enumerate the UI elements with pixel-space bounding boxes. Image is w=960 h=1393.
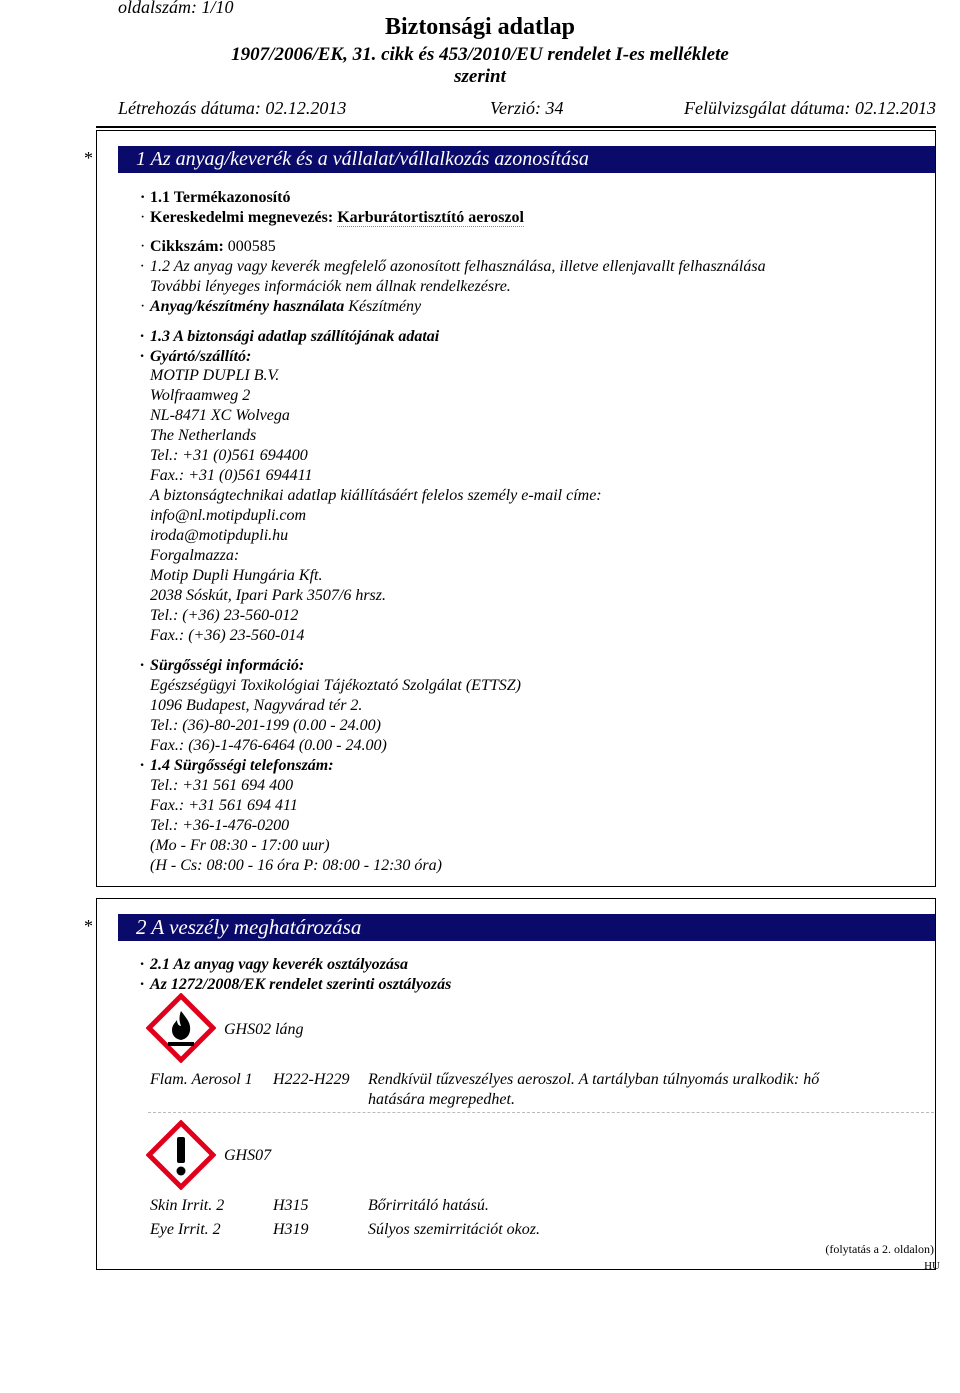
changed-marker-1: * xyxy=(84,148,93,168)
hazard-row-class: Skin Irrit. 2 xyxy=(150,1197,225,1214)
supplier-line: iroda@motipdupli.hu xyxy=(150,527,289,544)
supplier-details-heading: · 1.3 A biztonsági adatlap szállítójának adatai xyxy=(140,328,440,345)
supplier-line: Forgalmazza: xyxy=(150,547,240,564)
page-number: oldalszám: 1/10 xyxy=(118,0,234,17)
phone-line: Fax.: +31 561 694 411 xyxy=(150,797,298,814)
ghs02-text-1: Rendkívül tűzveszélyes aeroszol. A tartályban túlnyomás uralkodik: hő xyxy=(368,1071,820,1088)
further-info: További lényeges információk nem állnak rendelkezésre. xyxy=(150,278,511,295)
ghs02-class: Flam. Aerosol 1 xyxy=(150,1071,253,1088)
emergency-line: Fax.: (36)-1-476-6464 (0.00 - 24.00) xyxy=(150,737,387,754)
phone-line: Tel.: +36-1-476-0200 xyxy=(150,817,290,834)
section-2-heading: 2 A veszély meghatározása xyxy=(118,914,935,941)
dotted-separator xyxy=(148,1112,934,1113)
emergency-line: Tel.: (36)-80-201-199 (0.00 - 24.00) xyxy=(150,717,381,734)
product-identifier: · 1.1 Termékazonosító xyxy=(140,189,291,206)
revised-date: Felülvizsgálat dátuma: 02.12.2013 xyxy=(684,98,936,118)
continued-note: (folytatás a 2. oldalon) xyxy=(825,1242,934,1256)
clp-classification: · Az 1272/2008/EK rendelet szerinti osztályozás xyxy=(140,976,452,993)
classification-heading: · 2.1 Az anyag vagy keverék osztályozása xyxy=(140,956,409,973)
trade-name: · Kereskedelmi megnevezés: Karburátortisztító aeroszol xyxy=(140,209,524,226)
supplier-line: Fax.: +31 (0)561 694411 xyxy=(150,467,313,484)
supplier-line: Tel.: (+36) 23-560-012 xyxy=(150,607,299,624)
emergency-line: 1096 Budapest, Nagyvárad tér 2. xyxy=(150,697,363,714)
hazard-row-code: H315 xyxy=(273,1197,309,1214)
changed-marker-2: * xyxy=(84,916,93,936)
supplier-line: Tel.: +31 (0)561 694400 xyxy=(150,447,308,464)
supplier-line: Motip Dupli Hungária Kft. xyxy=(150,567,323,584)
hazard-row-text: Bőrirritáló hatású. xyxy=(368,1197,489,1214)
emergency-phone-label: · 1.4 Sürgősségi telefonszám: xyxy=(140,757,334,774)
phone-line: (Mo - Fr 08:30 - 17:00 uur) xyxy=(150,837,330,854)
document-subtitle: 1907/2006/EK, 31. cikk és 453/2010/EU rendelet I-es melléklete xyxy=(231,44,729,65)
ghs02-text-2: hatására megrepedhet. xyxy=(368,1091,515,1108)
version: Verzió: 34 xyxy=(490,98,564,118)
language-code: HU xyxy=(924,1260,940,1272)
phone-line: Tel.: +31 561 694 400 xyxy=(150,777,294,794)
hazard-row-class: Eye Irrit. 2 xyxy=(150,1221,221,1238)
ghs02-label: GHS02 láng xyxy=(224,1021,304,1038)
identified-uses: · 1.2 Az anyag vagy keverék megfelelő azonosított felhasználása, illetve ellenjavallt felhasználása xyxy=(140,258,766,275)
supplier-line: MOTIP DUPLI B.V. xyxy=(150,367,280,384)
supplier-line: info@nl.motipdupli.com xyxy=(150,507,307,524)
ghs02-code: H222-H229 xyxy=(273,1071,350,1088)
emergency-info-label: · Sürgősségi információ: xyxy=(140,657,305,674)
manufacturer-label: · Gyártó/szállító: xyxy=(140,348,252,365)
article-number: · Cikkszám: 000585 xyxy=(140,238,276,255)
created-date: Létrehozás dátuma: 02.12.2013 xyxy=(118,98,347,118)
hazard-row-code: H319 xyxy=(273,1221,309,1238)
emergency-line: Egészségügyi Toxikológiai Tájékoztató Szolgálat (ETTSZ) xyxy=(150,677,521,694)
header-rule xyxy=(96,126,936,128)
product-use: · Anyag/készítmény használata Készítmény xyxy=(140,298,422,315)
supplier-line: Fax.: (+36) 23-560-014 xyxy=(150,627,305,644)
document-subtitle-2: szerint xyxy=(454,66,506,87)
section-1-heading: 1 Az anyag/keverék és a vállalat/vállalkozás azonosítása xyxy=(118,146,935,173)
supplier-line: NL-8471 XC Wolvega xyxy=(150,407,290,424)
ghs02-flame-icon xyxy=(146,993,216,1063)
supplier-line: Wolfraamweg 2 xyxy=(150,387,251,404)
document-title: Biztonsági adatlap xyxy=(384,14,576,40)
ghs07-exclamation-icon xyxy=(146,1120,216,1190)
supplier-line: A biztonságtechnikai adatlap kiállításáért felelos személy e-mail címe: xyxy=(150,487,602,504)
ghs07-label: GHS07 xyxy=(224,1147,272,1164)
supplier-line: 2038 Sóskút, Ipari Park 3507/6 hrsz. xyxy=(150,587,386,604)
supplier-line: The Netherlands xyxy=(150,427,257,444)
phone-line: (H - Cs: 08:00 - 16 óra P: 08:00 - 12:30 óra) xyxy=(150,857,442,874)
hazard-row-text: Súlyos szemirritációt okoz. xyxy=(368,1221,540,1238)
